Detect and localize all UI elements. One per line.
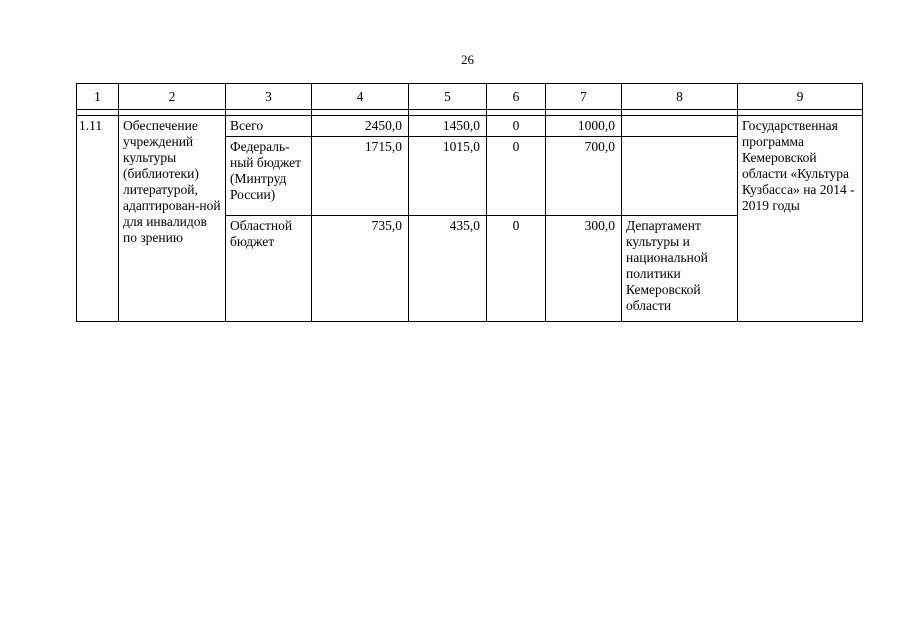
header-col-1: 1 xyxy=(77,84,119,110)
header-col-5: 5 xyxy=(409,84,487,110)
value-cell-col5 xyxy=(409,137,487,216)
value-cell-col6 xyxy=(487,116,546,137)
header-col-4: 4 xyxy=(312,84,409,110)
value-col6: 0 xyxy=(512,218,520,233)
header-row xyxy=(77,84,863,110)
value-col4: 735,0 xyxy=(371,218,402,233)
source-name: Федераль-ный бюджет (Минтруд России) xyxy=(230,139,302,202)
header-col-9: 9 xyxy=(738,84,863,110)
executor-cell xyxy=(622,216,738,322)
row-code: 1.11 xyxy=(79,118,103,133)
header-col-8: 8 xyxy=(622,84,738,110)
value-cell-col7 xyxy=(546,137,622,216)
table-row xyxy=(77,116,863,137)
source-cell xyxy=(226,216,312,322)
program-cell xyxy=(738,116,863,322)
value-col6: 0 xyxy=(512,118,520,133)
event-name: Обеспечение учреждений культуры (библиотеки) литературой, адаптирован-ной для инвалидов по зрению xyxy=(123,118,221,245)
value-cell-col4 xyxy=(312,216,409,322)
event-cell xyxy=(119,116,226,322)
header-col-7: 7 xyxy=(546,84,622,110)
value-cell-col5 xyxy=(409,116,487,137)
value-col7: 1000,0 xyxy=(577,118,615,133)
value-cell-col4 xyxy=(312,116,409,137)
executor-text xyxy=(626,137,733,139)
executor-cell xyxy=(622,137,738,216)
header-col-3: 3 xyxy=(226,84,312,110)
source-name: Областной бюджет xyxy=(230,218,293,249)
executor-cell xyxy=(622,116,738,137)
value-cell-col6 xyxy=(487,216,546,322)
page-number: 26 xyxy=(461,52,474,67)
value-col4: 2450,0 xyxy=(364,118,402,133)
value-col5: 1015,0 xyxy=(442,139,480,154)
budget-table xyxy=(76,83,863,322)
value-col7: 300,0 xyxy=(584,218,615,233)
value-cell-col5 xyxy=(409,216,487,322)
program-text: Государственная программа Кемеровской области «Культура Кузбасса» на 2014 - 2019 годы xyxy=(742,118,855,213)
value-cell-col4 xyxy=(312,137,409,216)
value-cell-col7 xyxy=(546,116,622,137)
source-cell xyxy=(226,116,312,137)
header-col-6: 6 xyxy=(487,84,546,110)
value-col5: 1450,0 xyxy=(442,118,480,133)
row-code-cell xyxy=(77,116,119,322)
value-col6: 0 xyxy=(512,139,520,154)
source-name: Всего xyxy=(230,118,264,133)
value-col7: 700,0 xyxy=(584,139,615,154)
value-cell-col7 xyxy=(546,216,622,322)
executor-text: Департамент культуры и национальной политики Кемеровской области xyxy=(626,218,708,313)
executor-text xyxy=(626,116,733,118)
value-cell-col6 xyxy=(487,137,546,216)
value-col4: 1715,0 xyxy=(364,139,402,154)
header-col-2: 2 xyxy=(119,84,226,110)
value-col5: 435,0 xyxy=(449,218,480,233)
source-cell xyxy=(226,137,312,216)
